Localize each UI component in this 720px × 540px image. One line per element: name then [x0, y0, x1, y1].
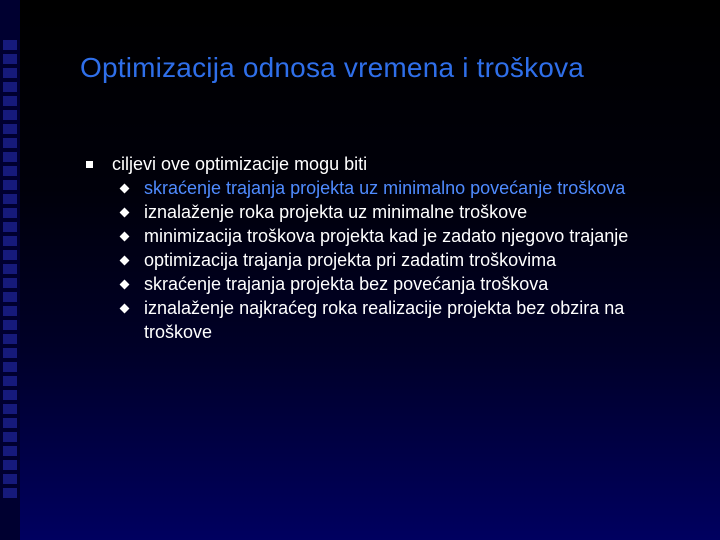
- diamond-bullet-icon: [120, 184, 130, 194]
- sub-bullet-item: [86, 224, 696, 248]
- slide-content: [86, 152, 696, 344]
- diamond-bullet-icon: [120, 232, 130, 242]
- sub-bullet-item: [86, 296, 696, 344]
- decorative-square-column: [3, 40, 17, 500]
- sub-bullet-text: optimizacija trajanja projekta pri zadatim troškovima: [144, 250, 557, 270]
- sub-bullet-item: [86, 248, 696, 272]
- diamond-bullet-icon: [120, 304, 130, 314]
- diamond-bullet-icon: [120, 280, 130, 290]
- sub-bullet-item: [86, 272, 696, 296]
- diamond-bullet-icon: [120, 256, 130, 266]
- diamond-bullet-icon: [120, 208, 130, 218]
- sub-bullet-text: skraćenje trajanja projekta uz minimalno povećanje troškova: [144, 178, 626, 198]
- sub-bullet-text: iznalaženje najkraćeg roka realizacije projekta bez obzira na troškove: [144, 298, 625, 342]
- square-bullet-icon: [86, 161, 93, 168]
- decorative-left-strip: [0, 0, 20, 540]
- sub-bullet-text: iznalaženje roka projekta uz minimalne troškove: [144, 202, 528, 222]
- sub-bullet-item: [86, 176, 696, 200]
- slide-title: Optimizacija odnosa vremena i troškova: [80, 52, 585, 83]
- sub-bullet-item: [86, 200, 696, 224]
- sub-bullet-text: minimizacija troškova projekta kad je zadato njegovo trajanje: [144, 226, 629, 246]
- sub-bullet-list: [86, 176, 696, 344]
- sub-bullet-text: skraćenje trajanja projekta bez povećanja troškova: [144, 274, 549, 294]
- main-bullet-text: ciljevi ove optimizacije mogu biti: [112, 154, 368, 174]
- main-bullet-point: [86, 152, 696, 176]
